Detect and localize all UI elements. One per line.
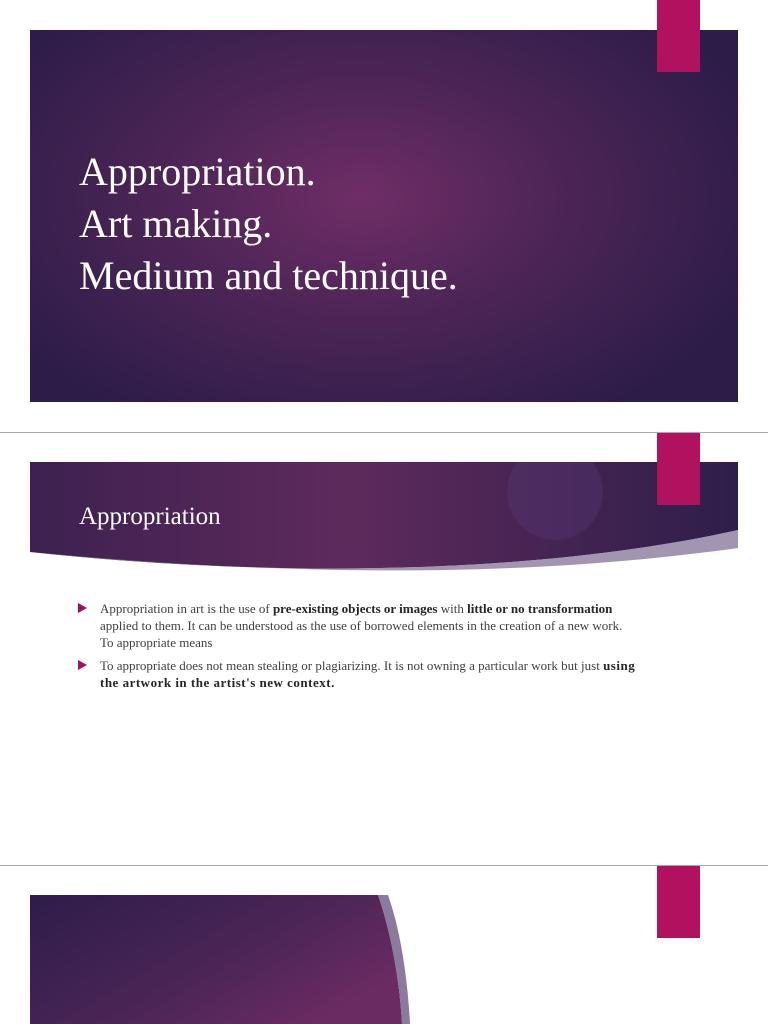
title-line-3: Medium and technique. bbox=[79, 253, 458, 298]
slide-3[interactable] bbox=[0, 866, 768, 1024]
title-line-2: Art making. bbox=[79, 201, 273, 246]
title-line-1: Appropriation. bbox=[79, 149, 316, 194]
slide-title: Appropriation bbox=[79, 503, 221, 530]
slide-title bbox=[79, 146, 458, 302]
triangle-bullet-icon bbox=[78, 603, 87, 613]
slide-1[interactable] bbox=[0, 0, 768, 432]
accent-tab bbox=[657, 0, 700, 72]
triangle-bullet-icon bbox=[78, 660, 87, 670]
bullet-bold-text: little or no transformation bbox=[467, 601, 613, 616]
bullet-bold-text: using the artwork in the artist's new context. bbox=[100, 658, 636, 690]
side-panel bbox=[30, 895, 430, 1024]
slide-2[interactable] bbox=[0, 433, 768, 865]
accent-tab bbox=[657, 866, 700, 938]
accent-tab bbox=[657, 433, 700, 505]
bullet-text: To appropriate does not mean stealing or plagiarizing. It is not owning a particular work but just bbox=[100, 658, 604, 673]
bullet-item bbox=[78, 657, 638, 691]
bullet-list bbox=[78, 600, 638, 697]
bullet-text: Appropriation in art is the use of bbox=[100, 601, 273, 616]
bullet-text: applied to them. It can be understood as the use of borrowed elements in the creation of a new work. To appropriate means bbox=[100, 618, 623, 650]
bullet-item bbox=[78, 600, 638, 651]
bullet-bold-text: pre-existing objects or images bbox=[272, 601, 438, 616]
bullet-text: with bbox=[437, 601, 468, 616]
